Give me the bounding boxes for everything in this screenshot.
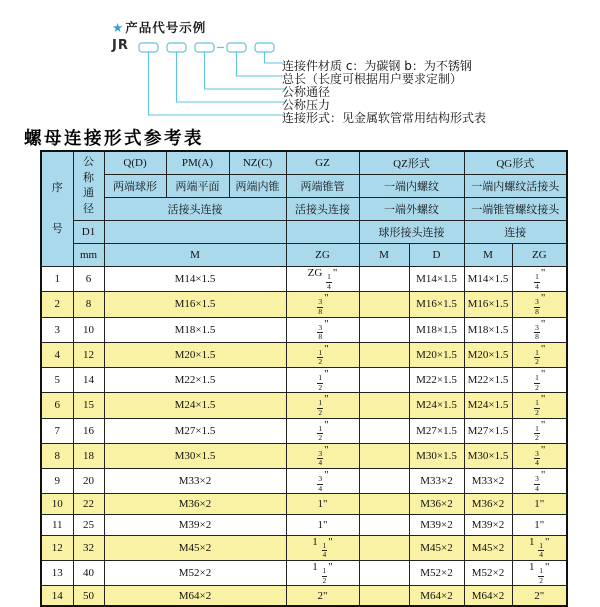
cell-qz-d: M27×1.5 [409, 418, 464, 443]
cell-qz-m [359, 368, 409, 393]
table-row [41, 418, 567, 443]
cell-dn: 18 [73, 443, 104, 468]
cell-gz-zg: $\frac{3}{4}$ " [286, 443, 359, 468]
connector-line-4 [237, 52, 286, 76]
cell-qz-d: M30×1.5 [409, 443, 464, 468]
header-qz-desc1: 一端内螺纹 [359, 175, 464, 198]
legend-connection: 连接形式：见金属软管常用结构形式表 [282, 111, 487, 125]
cell-gz-zg: 1" [286, 514, 359, 535]
header-m2: M [359, 244, 409, 267]
fraction: $\frac{3}{8}$ [535, 322, 539, 342]
header-qg-conn: 连接 [464, 221, 567, 244]
fraction: $\frac{1}{2}$ [539, 565, 544, 585]
code-box-2 [167, 43, 186, 52]
cell-qg-zg: $\frac{1}{2}$ " [512, 393, 567, 418]
header-zg2: ZG [512, 244, 567, 267]
table-row [41, 267, 567, 292]
cell-qz-m [359, 494, 409, 515]
reference-table [40, 150, 568, 607]
cell-dn: 14 [73, 368, 104, 393]
header-dn [73, 151, 104, 221]
cell-qz-d: M24×1.5 [409, 393, 464, 418]
connector-line-3 [205, 52, 286, 89]
fraction: $\frac{3}{8}$ [535, 297, 539, 316]
product-code-heading-text: 产品代号示例 [125, 20, 207, 35]
table-header [41, 151, 567, 267]
table-row [41, 342, 567, 367]
header-q-desc: 两端球形 [104, 175, 166, 198]
header-col-qz: QZ形式 [359, 151, 464, 175]
header-zg1: ZG [286, 244, 359, 267]
cell-dn: 6 [73, 267, 104, 292]
cell-qz-d: M36×2 [409, 494, 464, 515]
code-box-5 [255, 43, 274, 52]
header-seq-text: 序 号 [51, 181, 63, 236]
cell-qz-d: M14×1.5 [409, 267, 464, 292]
cell-dn: 22 [73, 494, 104, 515]
cell-qz-m [359, 514, 409, 535]
header-d2: D [409, 244, 464, 267]
header-d1: D1 [73, 221, 104, 244]
header-seq [41, 151, 73, 267]
code-box-3 [195, 43, 214, 52]
cell-gz-zg: 1 $\frac{1}{4}$ " [286, 535, 359, 560]
table-row [41, 586, 567, 607]
cell-gz-zg: $\frac{1}{2}$ " [286, 393, 359, 418]
cell-qg-zg: $\frac{3}{4}$ " [512, 469, 567, 494]
cell-qg-zg: $\frac{3}{8}$ " [512, 292, 567, 317]
table-row [41, 514, 567, 535]
cell-qz-m [359, 393, 409, 418]
cell-dn: 8 [73, 292, 104, 317]
table-row [41, 292, 567, 317]
header-pm-desc: 两端平面 [166, 175, 229, 198]
cell-gz-zg: 1" [286, 494, 359, 515]
cell-dn: 50 [73, 586, 104, 607]
cell-m: M18×1.5 [104, 317, 286, 342]
header-col-qg: QG形式 [464, 151, 567, 175]
header-mm: mm [73, 244, 104, 267]
header-blank-gz [286, 221, 359, 244]
header-gz-conn: 活接头连接 [286, 198, 359, 221]
cell-m: M24×1.5 [104, 393, 286, 418]
cell-seq: 10 [41, 494, 73, 515]
fraction: $\frac{3}{8}$ [318, 297, 323, 316]
cell-seq: 4 [41, 342, 73, 367]
table-row [41, 535, 567, 560]
table-row [41, 443, 567, 468]
fraction: $\frac{1}{2}$ [318, 373, 323, 392]
fraction: $\frac{1}{2}$ [318, 347, 323, 367]
fraction: $\frac{1}{4}$ [322, 540, 327, 560]
cell-qz-m [359, 342, 409, 367]
cell-qg-zg: $\frac{1}{2}$ " [512, 342, 567, 367]
cell-qz-d: M52×2 [409, 560, 464, 585]
cell-m: M36×2 [104, 494, 286, 515]
cell-gz-zg: 2" [286, 586, 359, 607]
cell-seq: 5 [41, 368, 73, 393]
cell-seq: 13 [41, 560, 73, 585]
connector-line-2 [177, 52, 286, 102]
cell-gz-zg: $\frac{3}{8}$ " [286, 317, 359, 342]
cell-dn: 12 [73, 342, 104, 367]
header-dn-text: 公 称 通 径 [83, 155, 94, 216]
fraction: $\frac{1}{2}$ [535, 423, 539, 443]
cell-gz-zg: 1 $\frac{1}{2}$ " [286, 560, 359, 585]
cell-gz-zg: $\frac{3}{8}$ " [286, 292, 359, 317]
fraction: $\frac{1}{2}$ [535, 398, 539, 417]
cell-m: M39×2 [104, 514, 286, 535]
cell-dn: 40 [73, 560, 104, 585]
cell-qg-zg: 1" [512, 494, 567, 515]
cell-qz-d: M39×2 [409, 514, 464, 535]
cell-qg-m: M64×2 [464, 586, 512, 607]
cell-m: M52×2 [104, 560, 286, 585]
legend-pressure: 公称压力 [282, 98, 331, 112]
code-box-4 [227, 43, 246, 52]
cell-qz-m [359, 535, 409, 560]
cell-qz-m [359, 469, 409, 494]
cell-qg-m: M18×1.5 [464, 317, 512, 342]
table-title: 螺母连接形式参考表 [24, 129, 204, 149]
fraction: $\frac{1}{2}$ [318, 423, 323, 443]
fraction: $\frac{3}{4}$ [318, 448, 323, 468]
cell-seq: 9 [41, 469, 73, 494]
cell-qz-m [359, 418, 409, 443]
fraction: $\frac{1}{2}$ [322, 565, 327, 585]
cell-seq: 1 [41, 267, 73, 292]
fraction: $\frac{1}{4}$ [327, 272, 331, 291]
fraction: $\frac{1}{2}$ [535, 347, 539, 367]
cell-qg-zg: $\frac{3}{4}$ " [512, 443, 567, 468]
cell-seq: 7 [41, 418, 73, 443]
cell-dn: 25 [73, 514, 104, 535]
cell-qg-zg: 2" [512, 586, 567, 607]
product-code-diagram [135, 40, 285, 122]
cell-qz-m [359, 443, 409, 468]
cell-qz-m [359, 586, 409, 607]
cell-qg-m: M14×1.5 [464, 267, 512, 292]
star-icon: ★ [112, 20, 125, 35]
cell-dn: 20 [73, 469, 104, 494]
table-row [41, 560, 567, 585]
fraction: $\frac{1}{2}$ [535, 373, 539, 392]
legend-diameter: 公称通径 [282, 85, 331, 99]
header-qg-desc2: 一端锥管螺纹接头 [464, 198, 567, 221]
cell-seq: 12 [41, 535, 73, 560]
header-qz-desc2: 一端外螺纹 [359, 198, 464, 221]
cell-qg-zg: $\frac{1}{2}$ " [512, 418, 567, 443]
cell-seq: 3 [41, 317, 73, 342]
cell-m: M16×1.5 [104, 292, 286, 317]
cell-qg-m: M36×2 [464, 494, 512, 515]
fraction: $\frac{1}{2}$ [318, 398, 323, 417]
cell-qg-zg: 1 $\frac{1}{2}$ " [512, 560, 567, 585]
cell-qg-zg: 1 $\frac{1}{4}$ " [512, 535, 567, 560]
header-col-pm: PM(A) [166, 151, 229, 175]
cell-m: M45×2 [104, 535, 286, 560]
table-row [41, 494, 567, 515]
header-m1: M [104, 244, 286, 267]
cell-dn: 32 [73, 535, 104, 560]
cell-seq: 11 [41, 514, 73, 535]
cell-m: M30×1.5 [104, 443, 286, 468]
cell-qz-m [359, 317, 409, 342]
header-col-q: Q(D) [104, 151, 166, 175]
cell-gz-zg: $\frac{1}{2}$ " [286, 368, 359, 393]
cell-qg-m: M24×1.5 [464, 393, 512, 418]
cell-qz-m [359, 560, 409, 585]
header-col-nz: NZ(C) [229, 151, 286, 175]
cell-qg-m: M16×1.5 [464, 292, 512, 317]
cell-qz-m [359, 292, 409, 317]
table-row [41, 368, 567, 393]
cell-gz-zg: $\frac{1}{2}$ " [286, 418, 359, 443]
table-row [41, 393, 567, 418]
cell-qg-m: M20×1.5 [464, 342, 512, 367]
cell-qg-m: M33×2 [464, 469, 512, 494]
cell-qg-zg: $\frac{1}{4}$ " [512, 267, 567, 292]
fraction: $\frac{1}{4}$ [539, 540, 544, 560]
cell-dn: 10 [73, 317, 104, 342]
cell-qg-m: M45×2 [464, 535, 512, 560]
cell-seq: 8 [41, 443, 73, 468]
table-body [41, 267, 567, 607]
table-row [41, 469, 567, 494]
cell-qz-m [359, 267, 409, 292]
nut-connection-table [40, 150, 568, 607]
cell-qg-zg: $\frac{3}{8}$ " [512, 317, 567, 342]
cell-qg-m: M30×1.5 [464, 443, 512, 468]
product-code-heading [112, 18, 206, 36]
cell-m: M27×1.5 [104, 418, 286, 443]
header-qg-desc1: 一端内螺纹活接头 [464, 175, 567, 198]
cell-qz-d: M45×2 [409, 535, 464, 560]
cell-seq: 14 [41, 586, 73, 607]
header-nz-desc: 两端内锥 [229, 175, 286, 198]
legend-length: 总长（长度可根据用户要求定制） [282, 72, 463, 86]
cell-gz-zg: $\frac{3}{4}$ " [286, 469, 359, 494]
cell-qz-d: M20×1.5 [409, 342, 464, 367]
cell-qg-zg: 1" [512, 514, 567, 535]
cell-qg-m: M52×2 [464, 560, 512, 585]
fraction: $\frac{3}{4}$ [318, 474, 323, 493]
cell-m: M64×2 [104, 586, 286, 607]
cell-seq: 6 [41, 393, 73, 418]
header-union-conn: 活接头连接 [104, 198, 286, 221]
cell-qz-d: M33×2 [409, 469, 464, 494]
cell-qg-m: M27×1.5 [464, 418, 512, 443]
cell-qz-d: M64×2 [409, 586, 464, 607]
cell-seq: 2 [41, 292, 73, 317]
fraction: $\frac{3}{4}$ [535, 474, 539, 493]
product-code-prefix: JR [112, 38, 129, 53]
cell-gz-zg: $\frac{1}{2}$ " [286, 342, 359, 367]
cell-m: M14×1.5 [104, 267, 286, 292]
header-col-gz: GZ [286, 151, 359, 175]
header-blank-left [104, 221, 286, 244]
cell-dn: 15 [73, 393, 104, 418]
cell-qg-zg: $\frac{1}{2}$ " [512, 368, 567, 393]
cell-qz-d: M18×1.5 [409, 317, 464, 342]
cell-qg-m: M22×1.5 [464, 368, 512, 393]
code-box-1 [139, 43, 158, 52]
fraction: $\frac{3}{8}$ [318, 322, 323, 342]
cell-m: M33×2 [104, 469, 286, 494]
cell-m: M20×1.5 [104, 342, 286, 367]
fraction: $\frac{3}{4}$ [535, 448, 539, 468]
table-row [41, 317, 567, 342]
header-qz-conn: 球形接头连接 [359, 221, 464, 244]
cell-qz-d: M22×1.5 [409, 368, 464, 393]
fraction: $\frac{1}{4}$ [535, 272, 539, 291]
cell-qz-d: M16×1.5 [409, 292, 464, 317]
cell-dn: 16 [73, 418, 104, 443]
cell-gz-zg: ZG $\frac{1}{4}$ " [286, 267, 359, 292]
header-m3: M [464, 244, 512, 267]
legend-material: 连接件材质 c：为碳钢 b：为不锈钢 [282, 59, 472, 73]
cell-m: M22×1.5 [104, 368, 286, 393]
cell-qg-m: M39×2 [464, 514, 512, 535]
header-gz-desc: 两端锥管 [286, 175, 359, 198]
